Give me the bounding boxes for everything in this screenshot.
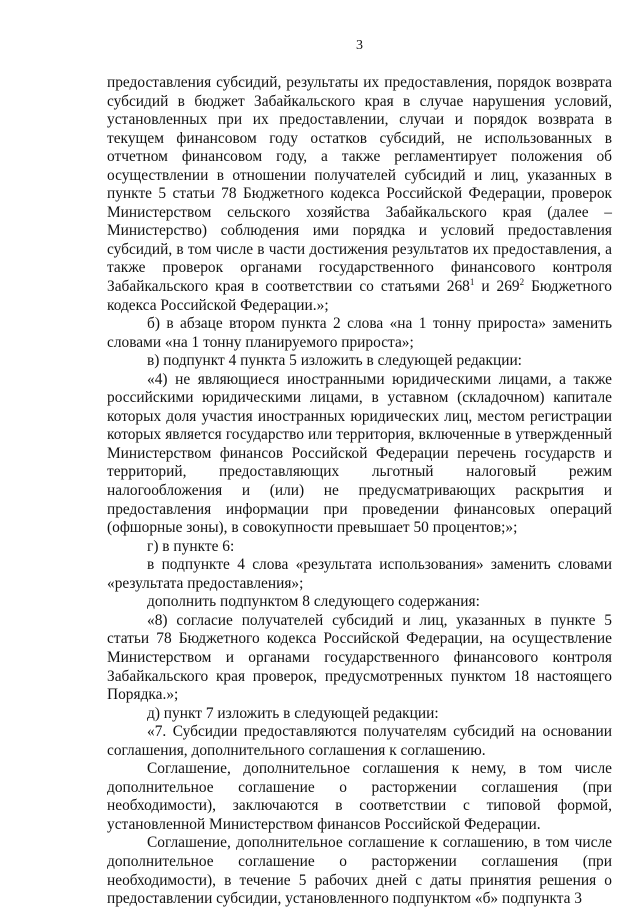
- paragraph-v: в) подпункт 4 пункта 5 изложить в следующей редакции:: [147, 352, 522, 370]
- superscript-1: 1: [469, 277, 475, 288]
- paragraph-subitem-4-words: в подпункте 4 слова «результата использования» заменить словами «результата предоставления»;: [107, 556, 612, 592]
- paragraph-item-7: «7. Субсидии предоставляются получателям субсидий на основании соглашения, дополнительного соглашения к соглашению.: [107, 723, 612, 759]
- paragraph-text: Бюджетного кодекса Российской Федерации.»;: [107, 278, 612, 314]
- superscript-2: 2: [519, 277, 525, 288]
- paragraph-subitem-8: «8) согласие получателей субсидий и лиц, указанных в пункте 5 статьи 78 Бюджетного кодекса Российской Федерации, на осуществление Министерством и органами государственного финансового контроля Забайкальского края проверок, предусмотренных пунктом 18 настоящего Порядка.»;: [107, 611, 612, 704]
- paragraph-g: г) в пункте 6:: [147, 537, 235, 555]
- paragraph-b: б) в абзаце втором пункта 2 слова «на 1 тонну прироста» заменить словами «на 1 тонну планируемого прироста»;: [107, 315, 612, 351]
- paragraph-d: д) пункт 7 изложить в следующей редакции:: [147, 704, 439, 722]
- paragraph-subitem-4: «4) не являющиеся иностранными юридическими лицами, а также российскими юридическими лицами, в уставном (складочном) капитале которых доля участия иностранных юридических лиц, местом регистрации которых является государство или территория, включенные в утвержденный Министерством финансов Российской Федерации перечень государств и территорий, предоставляющих льготный налоговый режим налогообложения и (или) не предусматривающих раскрытия и предоставления информации при проведении финансовых операций (офшорные зоны), в совокупности превышает 50 процентов;»;: [107, 370, 612, 537]
- paragraph-add-subitem-8: дополнить подпунктом 8 следующего содержания:: [147, 593, 480, 611]
- paragraph-text: предоставления субсидий, результаты их предоставления, порядок возврата субсидий в бюджет Забайкальского края в случае нарушения условий, установленных при их предоставлении, случаи и порядок возврата в текущем финансовом году остатков субсидий, не использованных в отчетном финансовом году, а также регламентирует положения об осуществлении в отношении получателей субсидий и лиц, указанных в пункте 5 статьи 78 Бюджетного кодекса Российской Федерации, проверок Министерством сельского хозяйства Забайкальского края (далее – Министерство) соблюдения ими порядка и условий предоставления субсидий, в том числе в части достижения результатов их предоставления, а также проверок органами государственного финансового контроля Забайкальского края в соответствии со статьями 268: [107, 74, 612, 296]
- paragraph-continuation: [107, 74, 612, 315]
- paragraph-agreement-term: Соглашение, дополнительное соглашение к соглашению, в том числе дополнительное соглашение о расторжении соглашения (при необходимости), в течение 5 рабочих дней с даты принятия решения о предоставлении субсидии, установленного подпунктом «б» подпункта 3: [107, 834, 612, 908]
- paragraph-text: и 269: [474, 278, 520, 296]
- paragraph-agreement-form: Соглашение, дополнительное соглашения к нему, в том числе дополнительное соглашение о расторжении соглашения (при необходимости), заключаются в соответствии с типовой формой, установленной Министерством финансов Российской Федерации.: [107, 760, 612, 833]
- page-number: 3: [356, 38, 363, 53]
